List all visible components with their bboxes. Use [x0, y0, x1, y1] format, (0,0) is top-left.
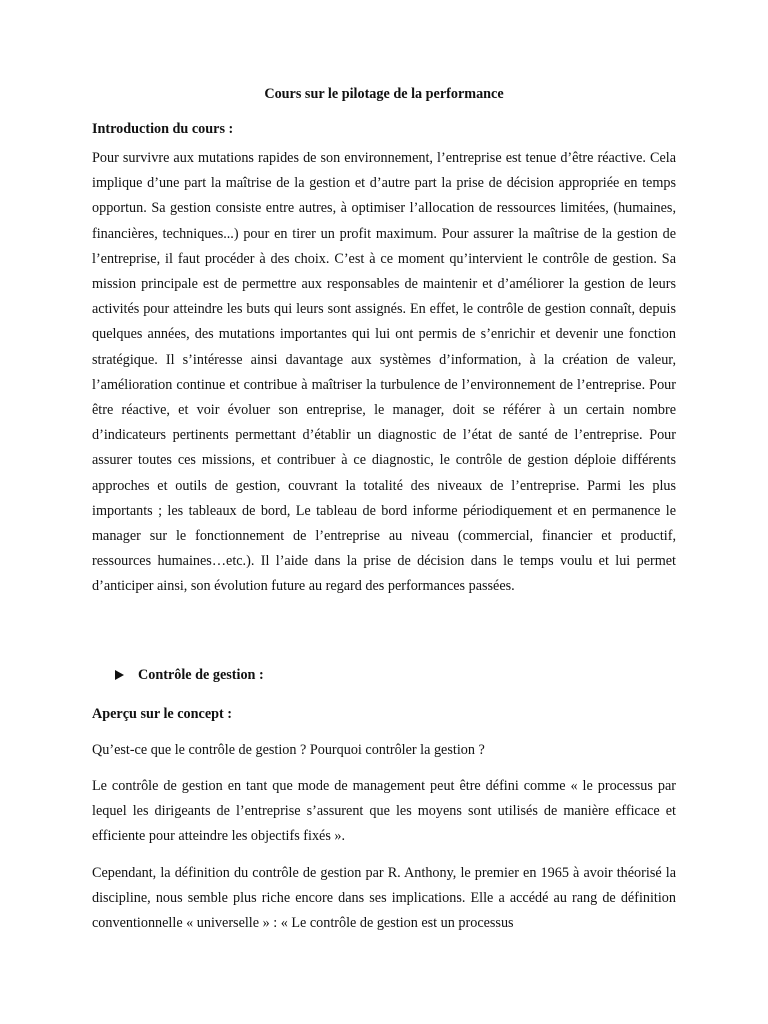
- definition-paragraph: Le contrôle de gestion en tant que mode de management peut être défini comme « le processus par lequel les dirigeants de l’entreprise s’assurent que les moyens sont utilisés de manière efficace et efficiente pour atteindre les objectifs fixés ».: [92, 778, 676, 845]
- section-heading-controle-de-gestion: [115, 666, 264, 684]
- concept-heading: Aperçu sur le concept :: [92, 706, 233, 722]
- question-line: Qu’est-ce que le contrôle de gestion ? Pourquoi contrôler la gestion ?: [92, 742, 485, 758]
- arrow-bullet-icon: [115, 670, 124, 680]
- section-heading-label: Contrôle de gestion :: [138, 667, 264, 683]
- document-title: Cours sur le pilotage de la performance: [264, 86, 504, 102]
- intro-paragraph: Pour survivre aux mutations rapides de son environnement, l’entreprise est tenue d’être réactive. Cela implique d’une part la maîtrise de la gestion et d’autre part la prise de décision appropriée en temps opportun. Sa gestion consiste entre autres, à optimiser l’allocation de ressources limitées, (humaines, financières, techniques...) pour en tirer un profit maximum. Pour assurer la maîtrise de la gestion de l’entreprise, il faut procéder à des choix. C’est à ce moment qu’intervient le contrôle de gestion. Sa mission principale est de permettre aux responsables de maintenir et d’améliorer la gestion de leurs activités pour atteindre les buts qui leurs sont assignés. En effet, le contrôle de gestion connaît, depuis quelques années, des mutations importantes qui lui ont permis de s’enrichir et devenir une fonction stratégique. Il s’intéresse ainsi davantage aux systèmes d’information, à la création de valeur, l’amélioration continue et contribue à maîtriser la turbulence de l’environnement de l’entreprise. Pour être réactive, et voir évoluer son entreprise, le manager, doit se référer à un certain nombre d’indicateurs pertinents permettant d’établir un diagnostic de l’état de santé de l’entreprise. Pour assurer toutes ces missions, et contribuer à ce diagnostic, le contrôle de gestion déploie différents approches et outils de gestion, couvrant la totalité des niveaux de l’entreprise. Parmi les plus importants ; les tableaux de bord, Le tableau de bord informe périodiquement et en permanence le manager sur le fonctionnement de l’entreprise au niveau (commercial, financier et productif, ressources humaines…etc.). Il l’aide dans la prise de décision dans le temps voulu et lui permet d’anticiper ainsi, son évolution future au regard des performances passées.: [92, 150, 676, 595]
- anthony-paragraph: Cependant, la définition du contrôle de gestion par R. Anthony, le premier en 1965 à avoir théorisé la discipline, nous semble plus riche encore dans ses implications. Elle a accédé au rang de définition conventionnelle « universelle » : « Le contrôle de gestion est un processus: [92, 865, 676, 932]
- intro-heading: Introduction du cours :: [92, 121, 234, 137]
